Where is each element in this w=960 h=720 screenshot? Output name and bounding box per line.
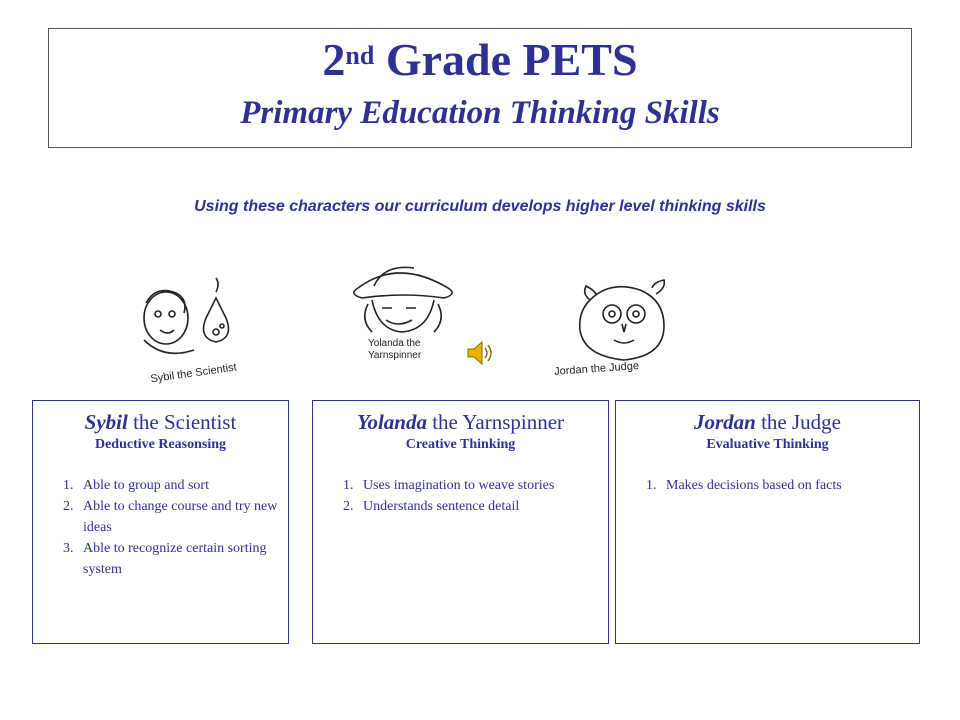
card-character-role: the Judge bbox=[755, 410, 841, 434]
title-box bbox=[48, 28, 912, 148]
tagline: Using these characters our curriculum develops higher level thinking skills bbox=[194, 198, 766, 215]
card-character-name: Jordan bbox=[693, 410, 756, 434]
page-title bbox=[49, 33, 911, 87]
page-subtitle: Primary Education Thinking Skills bbox=[240, 95, 720, 131]
jordan-caption: Jordan the Judge bbox=[553, 360, 640, 378]
card-title bbox=[616, 409, 919, 435]
card-skill: Deductive Reasonsing bbox=[94, 437, 227, 452]
card-title bbox=[313, 409, 608, 435]
sybil-illustration bbox=[144, 278, 228, 353]
card-jordan bbox=[615, 400, 920, 644]
card-list bbox=[33, 475, 282, 580]
list-item: 2. Understands sentence detail bbox=[357, 496, 602, 517]
card-character-role: the Scientist bbox=[127, 410, 237, 434]
card-sybil bbox=[32, 400, 289, 644]
character-illustrations bbox=[136, 248, 696, 388]
card-list bbox=[616, 475, 913, 496]
title-grade-suffix: nd bbox=[345, 41, 375, 70]
card-skill: Evaluative Thinking bbox=[706, 437, 829, 452]
jordan-illustration bbox=[580, 280, 665, 360]
title-grade-number: 2 bbox=[322, 34, 346, 85]
card-character-role: the Yarnspinner bbox=[426, 410, 565, 434]
card-title bbox=[33, 409, 288, 435]
yolanda-illustration bbox=[354, 267, 452, 332]
card-yolanda bbox=[312, 400, 609, 644]
card-list bbox=[313, 475, 602, 517]
sybil-caption: Sybil the Scientist bbox=[149, 361, 238, 386]
card-character-name: Sybil bbox=[84, 410, 128, 434]
card-skill: Creative Thinking bbox=[405, 437, 516, 452]
list-item: 1. Uses imagination to weave stories bbox=[357, 475, 602, 496]
card-character-name: Yolanda bbox=[356, 410, 427, 434]
list-item: 2. Able to change course and try new ideas bbox=[77, 496, 282, 538]
title-main-text: Grade PETS bbox=[374, 34, 638, 85]
list-item: 3. Able to recognize certain sorting system bbox=[77, 538, 282, 580]
yolanda-caption-line-1: Yolanda the bbox=[368, 338, 421, 349]
yolanda-caption-line-2: Yarnspinner bbox=[368, 350, 422, 361]
list-item: 1. Able to group and sort bbox=[77, 475, 282, 496]
speaker-icon[interactable] bbox=[464, 338, 494, 368]
list-item: 1. Makes decisions based on facts bbox=[660, 475, 913, 496]
